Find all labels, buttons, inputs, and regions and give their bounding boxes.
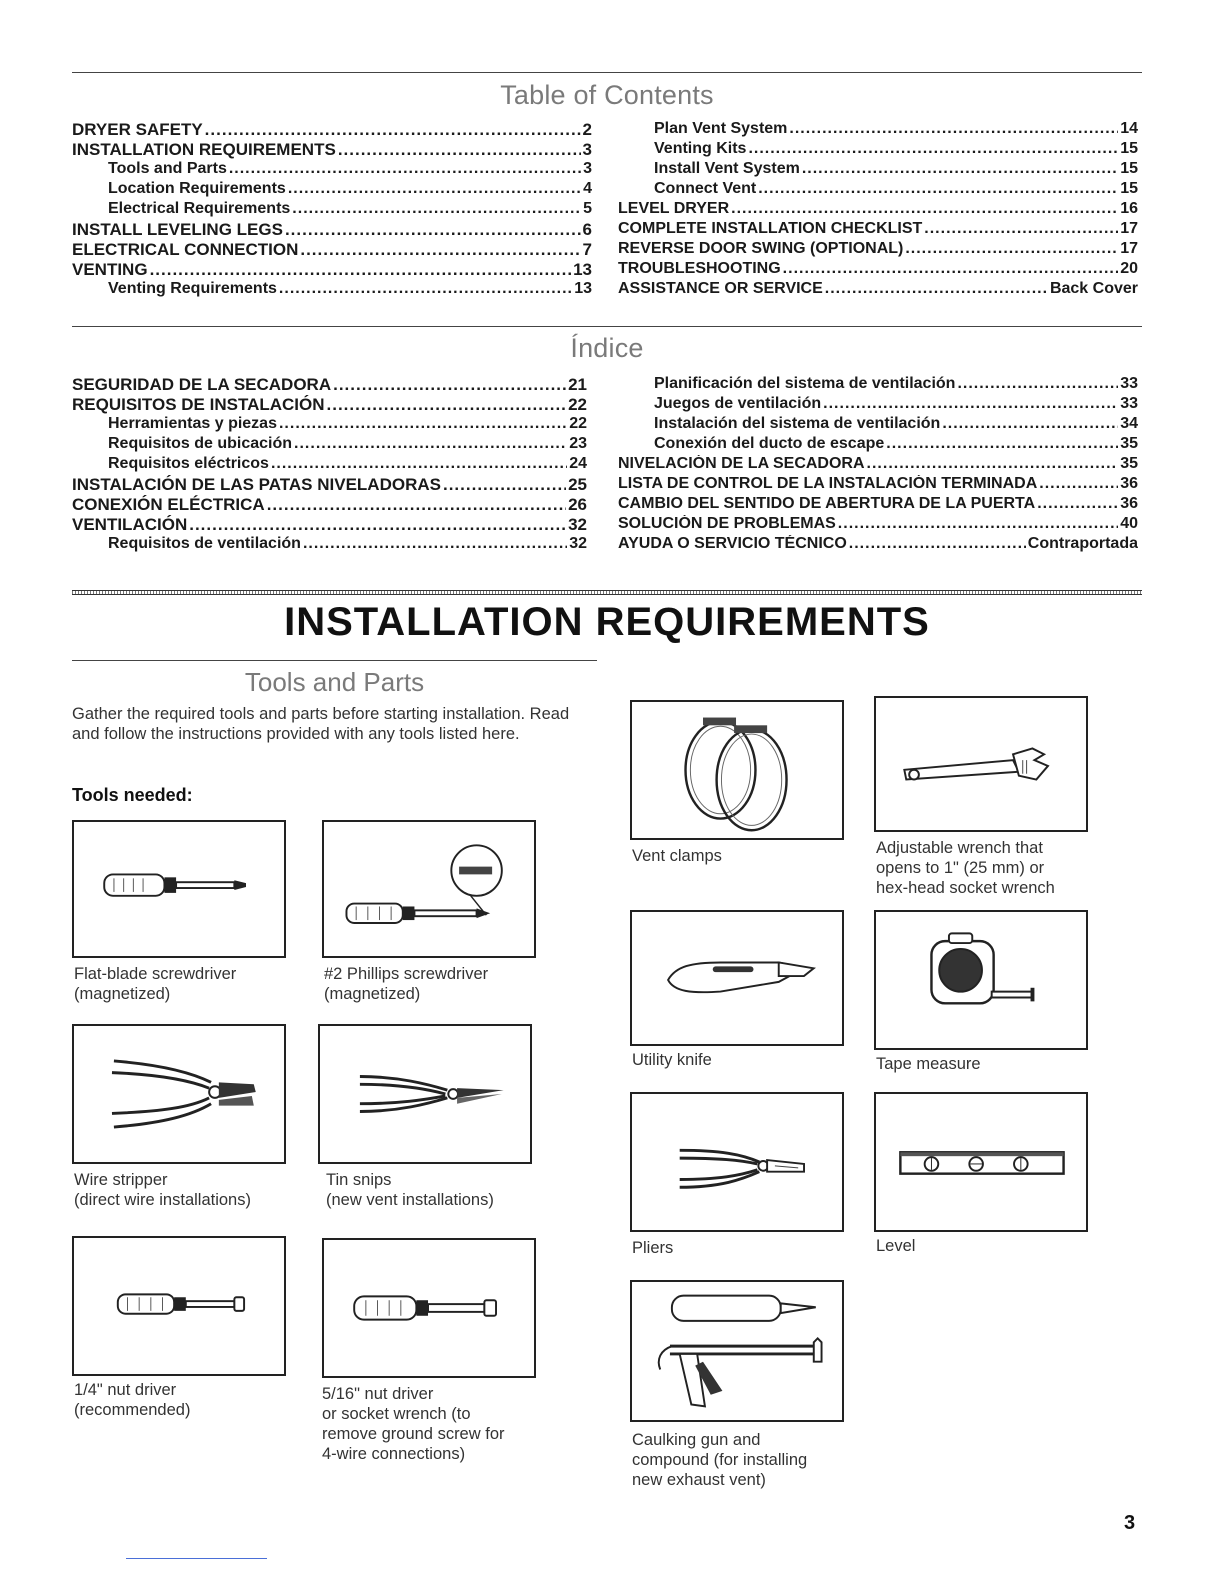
toc-leader-dots bbox=[783, 260, 1119, 278]
toc-leader-dots bbox=[294, 435, 567, 453]
toc-entry-label: AYUDA O SERVICIO TÉCNICO bbox=[618, 535, 847, 552]
toc-entry[interactable] bbox=[72, 240, 592, 260]
toc-leader-dots bbox=[189, 515, 566, 535]
toc-entry-page: 2 bbox=[582, 120, 592, 139]
nut-driver-5-16-icon bbox=[324, 1240, 534, 1376]
toc-leader-dots bbox=[849, 535, 1026, 553]
toc-entry[interactable] bbox=[618, 475, 1138, 495]
toc-entry[interactable] bbox=[72, 180, 592, 200]
toc-entry-label: VENTING bbox=[72, 260, 148, 279]
toc-leader-dots bbox=[333, 375, 566, 395]
tool-image-phillips-screwdriver bbox=[322, 820, 536, 958]
toc-entry-label: TROUBLESHOOTING bbox=[618, 260, 781, 277]
toc-entry-label: REQUISITOS DE INSTALACIÓN bbox=[72, 395, 325, 414]
toc-leader-dots bbox=[905, 240, 1118, 258]
toc-left-column bbox=[72, 120, 592, 300]
footer-link-line bbox=[126, 1558, 267, 1559]
toc-entry-label: ASSISTANCE OR SERVICE bbox=[618, 280, 823, 297]
toc-entry-page: 7 bbox=[582, 240, 592, 259]
toc-leader-dots bbox=[838, 515, 1118, 533]
adjustable-wrench-icon bbox=[876, 698, 1086, 830]
toc-entry[interactable] bbox=[72, 455, 587, 475]
toc-leader-dots bbox=[285, 220, 581, 240]
toc-entry-label: Location Requirements bbox=[108, 180, 286, 197]
toc-entry-page: 4 bbox=[583, 180, 592, 197]
toc-entry[interactable] bbox=[72, 515, 587, 535]
toc-entry[interactable] bbox=[618, 280, 1138, 300]
tool-caption: Tin snips (new vent installations) bbox=[326, 1171, 494, 1209]
tool-caption: Level bbox=[876, 1237, 916, 1255]
toc-entry-label: Connect Vent bbox=[654, 180, 757, 197]
nut-driver-quarter-icon bbox=[74, 1238, 284, 1374]
toc-leader-dots bbox=[1037, 495, 1118, 513]
toc-entry[interactable] bbox=[72, 120, 592, 140]
toc-entry-label: Plan Vent System bbox=[654, 120, 788, 137]
toc-leader-dots bbox=[802, 160, 1118, 178]
toc-entry-label: Juegos de ventilación bbox=[654, 395, 822, 412]
toc-entry-label: LEVEL DRYER bbox=[618, 200, 730, 217]
toc-entry-page: 25 bbox=[568, 475, 587, 494]
toc-entry-label: REVERSE DOOR SWING (OPTIONAL) bbox=[618, 240, 904, 257]
tool-caption: Adjustable wrench that opens to 1" (25 mm) or hex-head socket wrench bbox=[876, 839, 1055, 897]
tool-caption: 5/16" nut driver or socket wrench (to remove ground screw for 4-wire connections) bbox=[322, 1385, 505, 1463]
section-divider bbox=[72, 590, 1142, 595]
toc-entry-page: 34 bbox=[1120, 415, 1138, 432]
toc-entry-page: 24 bbox=[569, 455, 587, 472]
utility-knife-icon bbox=[632, 912, 842, 1044]
tool-image-tin-snips bbox=[318, 1024, 532, 1164]
toc-entry[interactable] bbox=[72, 375, 587, 395]
tool-caption: Vent clamps bbox=[632, 847, 722, 865]
indice-top-rule bbox=[72, 326, 1142, 327]
toc-entry-label: NIVELACIÓN DE LA SECADORA bbox=[618, 455, 865, 472]
toc-leader-dots bbox=[327, 395, 567, 415]
toc-entry[interactable] bbox=[618, 455, 1138, 475]
tool-caption: Utility knife bbox=[632, 1051, 712, 1069]
tool-image-caulking-gun bbox=[630, 1280, 844, 1422]
tool-image-pliers bbox=[630, 1092, 844, 1232]
toc-entry-label: Tools and Parts bbox=[108, 160, 227, 177]
toc-entry-label: Instalación del sistema de ventilación bbox=[654, 415, 941, 432]
toc-entry-page: Back Cover bbox=[1049, 280, 1138, 297]
toc-entry[interactable] bbox=[618, 240, 1138, 260]
toc-leader-dots bbox=[957, 375, 1118, 393]
toc-entry-label: INSTALACIÓN DE LAS PATAS NIVELADORAS bbox=[72, 475, 441, 494]
toc-entry-page: 35 bbox=[1120, 435, 1138, 452]
toc-leader-dots bbox=[924, 220, 1118, 238]
toc-entry[interactable] bbox=[618, 180, 1138, 200]
toc-entry-label: Electrical Requirements bbox=[108, 200, 291, 217]
toc-entry-page: 23 bbox=[569, 435, 587, 452]
tool-caption: Tape measure bbox=[876, 1055, 981, 1073]
toc-entry-page: 15 bbox=[1120, 160, 1138, 177]
toc-entry-page: 40 bbox=[1120, 515, 1138, 532]
toc-entry-label: Install Vent System bbox=[654, 160, 800, 177]
tool-image-vent-clamps bbox=[630, 700, 844, 840]
tape-measure-icon bbox=[876, 912, 1086, 1048]
vent-clamps-icon bbox=[632, 702, 842, 838]
level-icon bbox=[876, 1094, 1086, 1230]
toc-leader-dots bbox=[150, 260, 572, 280]
toc-leader-dots bbox=[279, 415, 567, 433]
toc-title: Table of Contents bbox=[500, 80, 714, 110]
toc-entry[interactable] bbox=[72, 280, 592, 300]
phillips-screwdriver-icon bbox=[324, 822, 534, 956]
toc-leader-dots bbox=[825, 280, 1048, 298]
toc-entry-page: 26 bbox=[568, 495, 587, 514]
toc-top-rule bbox=[72, 72, 1142, 73]
tool-caption: Flat-blade screwdriver (magnetized) bbox=[74, 965, 237, 1003]
toc-leader-dots bbox=[823, 395, 1118, 413]
toc-entry[interactable] bbox=[618, 515, 1138, 535]
toc-entry-label: Venting Kits bbox=[654, 140, 747, 157]
toc-leader-dots bbox=[443, 475, 566, 495]
toc-leader-dots bbox=[789, 120, 1118, 138]
toc-entry-label: Requisitos de ventilación bbox=[108, 535, 301, 552]
tool-caption: Pliers bbox=[632, 1239, 674, 1257]
toc-leader-dots bbox=[267, 495, 566, 515]
caulking-gun-icon bbox=[632, 1282, 842, 1420]
toc-leader-dots bbox=[758, 180, 1118, 198]
toc-leader-dots bbox=[292, 200, 581, 218]
toc-entry[interactable] bbox=[72, 535, 587, 555]
toc-leader-dots bbox=[300, 240, 580, 260]
flat-blade-screwdriver-icon bbox=[74, 822, 284, 956]
toc-entry[interactable] bbox=[72, 200, 592, 220]
tool-caption: Caulking gun and compound (for installing new exhaust vent) bbox=[632, 1431, 808, 1489]
toc-entry-page: 13 bbox=[574, 280, 592, 297]
toc-entry[interactable] bbox=[618, 435, 1138, 455]
toc-entry-label: SEGURIDAD DE LA SECADORA bbox=[72, 375, 332, 394]
toc-leader-dots bbox=[731, 200, 1118, 218]
toc-leader-dots bbox=[205, 120, 581, 140]
toc-entry-page: 35 bbox=[1120, 455, 1138, 472]
toc-entry-label: Venting Requirements bbox=[108, 280, 277, 297]
toc-leader-dots bbox=[748, 140, 1118, 158]
toc-entry-page: 3 bbox=[583, 160, 592, 177]
toc-entry-label: INSTALLATION REQUIREMENTS bbox=[72, 140, 336, 159]
tool-image-nut-driver-quarter bbox=[72, 1236, 286, 1376]
toc-entry-page: 3 bbox=[582, 140, 592, 159]
toc-entry[interactable] bbox=[618, 495, 1138, 515]
toc-leader-dots bbox=[288, 180, 581, 198]
indice-right-column bbox=[618, 375, 1138, 555]
toc-entry-page: 21 bbox=[568, 375, 587, 394]
toc-leader-dots bbox=[338, 140, 581, 160]
pliers-icon bbox=[632, 1094, 842, 1230]
intro-paragraph: Gather the required tools and parts before starting installation. Read and follow the instructions provided with any tools listed here. bbox=[72, 705, 570, 743]
toc-leader-dots bbox=[886, 435, 1118, 453]
toc-entry-label: CONEXIÓN ELÉCTRICA bbox=[72, 495, 265, 514]
subsection-rule bbox=[72, 660, 597, 661]
toc-entry[interactable] bbox=[618, 415, 1138, 435]
toc-entry-label: Requisitos eléctricos bbox=[108, 455, 269, 472]
tool-image-nut-driver-5-16 bbox=[322, 1238, 536, 1378]
toc-entry[interactable] bbox=[72, 395, 587, 415]
toc-entry-page: 33 bbox=[1120, 395, 1138, 412]
toc-entry[interactable] bbox=[618, 200, 1138, 220]
toc-entry[interactable] bbox=[618, 375, 1138, 395]
toc-entry-page: 20 bbox=[1120, 260, 1138, 277]
tools-needed-heading: Tools needed: bbox=[72, 785, 193, 805]
toc-entry-page: 17 bbox=[1120, 220, 1138, 237]
toc-entry-label: SOLUCIÓN DE PROBLEMAS bbox=[618, 515, 836, 532]
tool-caption: 1/4" nut driver (recommended) bbox=[74, 1381, 191, 1419]
toc-entry[interactable] bbox=[72, 160, 592, 180]
section-title: INSTALLATION REQUIREMENTS bbox=[284, 600, 930, 644]
toc-entry-page: 36 bbox=[1120, 475, 1138, 492]
toc-entry-page: 15 bbox=[1120, 180, 1138, 197]
toc-leader-dots bbox=[867, 455, 1119, 473]
toc-entry[interactable] bbox=[618, 160, 1138, 180]
toc-entry-page: 5 bbox=[583, 200, 592, 217]
toc-entry[interactable] bbox=[72, 220, 592, 240]
toc-entry-page: 15 bbox=[1120, 140, 1138, 157]
indice-title: Índice bbox=[570, 333, 644, 363]
toc-leader-dots bbox=[1039, 475, 1118, 493]
toc-entry-page: Contraportada bbox=[1027, 535, 1138, 552]
toc-entry[interactable] bbox=[72, 140, 592, 160]
subsection-title: Tools and Parts bbox=[244, 667, 425, 697]
toc-entry[interactable] bbox=[618, 260, 1138, 280]
toc-entry-page: 33 bbox=[1120, 375, 1138, 392]
indice-left-column bbox=[72, 375, 587, 555]
toc-entry-page: 16 bbox=[1120, 200, 1138, 217]
toc-entry[interactable] bbox=[72, 415, 587, 435]
toc-entry-page: 22 bbox=[568, 395, 587, 414]
toc-right-column bbox=[618, 120, 1138, 300]
toc-entry-page: 17 bbox=[1120, 240, 1138, 257]
tool-image-tape-measure bbox=[874, 910, 1088, 1050]
toc-entry-label: Herramientas y piezas bbox=[108, 415, 277, 432]
tool-image-utility-knife bbox=[630, 910, 844, 1046]
toc-entry-label: INSTALL LEVELING LEGS bbox=[72, 220, 283, 239]
toc-entry-page: 6 bbox=[582, 220, 592, 239]
tool-image-level bbox=[874, 1092, 1088, 1232]
toc-leader-dots bbox=[303, 535, 567, 553]
toc-entry-page: 13 bbox=[573, 260, 592, 279]
toc-entry[interactable] bbox=[72, 475, 587, 495]
toc-entry-label: ELECTRICAL CONNECTION bbox=[72, 240, 299, 259]
toc-entry-label: Requisitos de ubicación bbox=[108, 435, 293, 452]
toc-entry-label: VENTILACIÓN bbox=[72, 515, 188, 534]
toc-entry-label: Planificación del sistema de ventilación bbox=[654, 375, 956, 392]
toc-entry-page: 14 bbox=[1120, 120, 1138, 137]
toc-entry-page: 32 bbox=[569, 535, 587, 552]
tool-image-flat-blade-screwdriver bbox=[72, 820, 286, 958]
toc-entry[interactable] bbox=[618, 220, 1138, 240]
tool-caption: Wire stripper (direct wire installations) bbox=[74, 1171, 251, 1209]
toc-entry-label: CAMBIO DEL SENTIDO DE ABERTURA DE LA PUERTA bbox=[618, 495, 1036, 512]
toc-entry[interactable] bbox=[618, 395, 1138, 415]
toc-leader-dots bbox=[942, 415, 1118, 433]
page-number: 3 bbox=[1124, 1512, 1136, 1534]
toc-entry-label: Conexión del ducto de escape bbox=[654, 435, 885, 452]
toc-entry[interactable] bbox=[618, 535, 1138, 555]
tool-image-adjustable-wrench bbox=[874, 696, 1088, 832]
tin-snips-icon bbox=[320, 1026, 530, 1162]
toc-entry[interactable] bbox=[72, 495, 587, 515]
toc-leader-dots bbox=[271, 455, 567, 473]
toc-entry-label: DRYER SAFETY bbox=[72, 120, 203, 139]
toc-entry[interactable] bbox=[618, 120, 1138, 140]
toc-entry-page: 22 bbox=[569, 415, 587, 432]
toc-leader-dots bbox=[279, 280, 572, 298]
toc-entry[interactable] bbox=[72, 435, 587, 455]
toc-entry-label: LISTA DE CONTROL DE LA INSTALACIÓN TERMINADA bbox=[618, 475, 1038, 492]
toc-entry[interactable] bbox=[72, 260, 592, 280]
toc-entry[interactable] bbox=[618, 140, 1138, 160]
tool-caption: #2 Phillips screwdriver (magnetized) bbox=[324, 965, 489, 1003]
tool-image-wire-stripper bbox=[72, 1024, 286, 1164]
toc-leader-dots bbox=[229, 160, 581, 178]
toc-entry-label: COMPLETE INSTALLATION CHECKLIST bbox=[618, 220, 923, 237]
toc-entry-page: 32 bbox=[568, 515, 587, 534]
toc-entry-page: 36 bbox=[1120, 495, 1138, 512]
wire-stripper-icon bbox=[74, 1026, 284, 1162]
